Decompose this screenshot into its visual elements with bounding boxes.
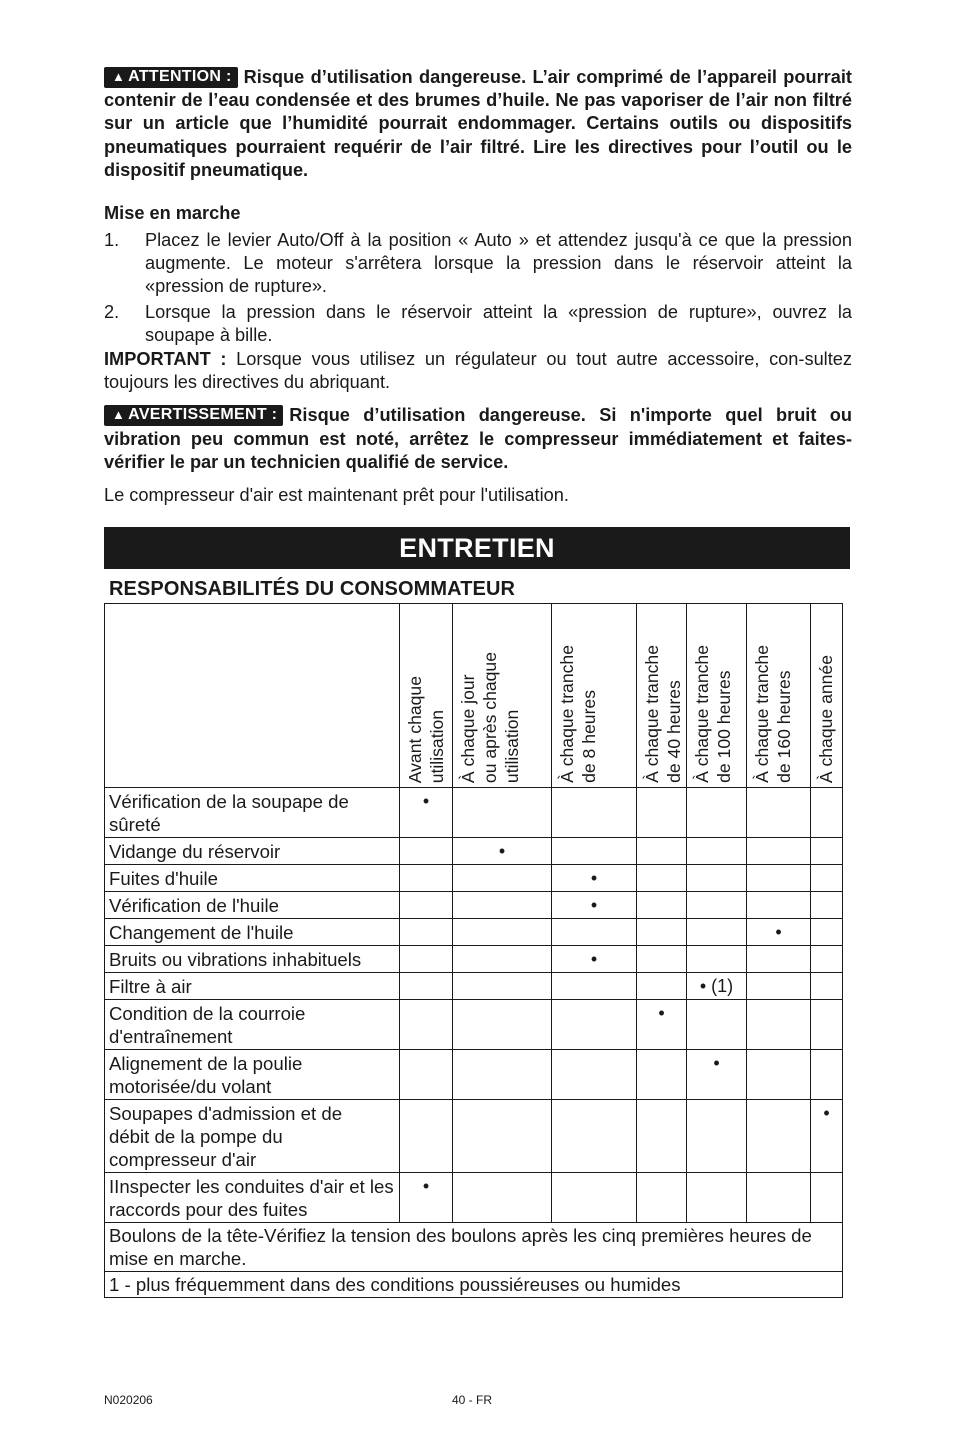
page-content [104, 66, 852, 507]
table-cell [552, 838, 637, 865]
avertissement-badge-label: AVERTISSEMENT : [128, 406, 278, 424]
step-number: 2. [104, 301, 120, 322]
table-cell [747, 838, 811, 865]
table-cell [687, 1000, 747, 1050]
table-cell: • [552, 946, 637, 973]
table-row [105, 1100, 843, 1173]
warning-triangle-icon: ▲ [112, 69, 126, 84]
table-cell [453, 788, 552, 838]
column-header-label: À chaque année [816, 654, 836, 783]
table-cell [811, 865, 843, 892]
table-cell [400, 838, 453, 865]
table-row [105, 946, 843, 973]
table-cell [637, 892, 687, 919]
table-cell [747, 1000, 811, 1050]
table-cell [687, 919, 747, 946]
table-cell [747, 946, 811, 973]
table-cell: • [552, 865, 637, 892]
section-title: ENTRETIEN [104, 527, 850, 569]
table-note-row [105, 1223, 843, 1272]
table-cell [453, 1100, 552, 1173]
table-cell [687, 865, 747, 892]
table-footnote: 1 - plus fréquemment dans des conditions poussiéreuses ou humides [105, 1272, 843, 1298]
table-cell [400, 973, 453, 1000]
table-cell [552, 1000, 637, 1050]
table-cell [637, 838, 687, 865]
attention-badge-label: ATTENTION : [128, 68, 232, 85]
table-header-row [105, 604, 843, 788]
column-header-label: À chaque jour ou après chaque utilisation [458, 651, 522, 783]
row-label: Vérification de la soupape de sûreté [105, 788, 400, 838]
table-cell [747, 788, 811, 838]
header-blank [105, 604, 400, 788]
column-header-label: À chaque tranche de 100 heures [692, 645, 734, 783]
important-label: IMPORTANT : [104, 349, 227, 370]
table-cell [552, 919, 637, 946]
maintenance-table [104, 603, 843, 1298]
table-row [105, 892, 843, 919]
table-cell [552, 788, 637, 838]
table-cell [453, 946, 552, 973]
table-cell [637, 1100, 687, 1173]
attention-text: Risque d’utilisation dangereuse. L’air comprimé de l’appareil pourrait contenir de l’eau condensée et des brumes d’huile. Ne pas vaporiser de l’air non filtré sur un article que l’humidité pourrait endommager. Certains outils ou dispositifs pneumatiques pourraient requérir de l’air filtré. Lire les directives pour l’outil ou le dispositif pneumatique. [104, 67, 852, 180]
table-cell [747, 1100, 811, 1173]
step-text: Placez le levier Auto/Off à la position « Auto » et attendez jusqu'à ce que la pression augmente. Le moteur s'arrêtera lorsque la pression dans le réservoir atteint la «pression de rupture». [145, 230, 852, 297]
table-cell [400, 1100, 453, 1173]
table-cell: • [400, 788, 453, 838]
attention-badge [104, 67, 238, 88]
row-label: Vérification de l'huile [105, 892, 400, 919]
important-text: Lorsque vous utilisez un régulateur ou tout autre accessoire, con-sultez toujours les directives du abriquant. [104, 349, 852, 393]
table-note: Boulons de la tête-Vérifiez la tension des boulons après les cinq premières heures de mise en marche. [105, 1223, 843, 1272]
table-cell [637, 865, 687, 892]
table-cell [400, 865, 453, 892]
table-cell: • (1) [687, 973, 747, 1000]
table-cell: • [552, 892, 637, 919]
row-label: Soupapes d'admission et de débit de la pompe du compresseur d'air [105, 1100, 400, 1173]
table-cell: • [453, 838, 552, 865]
column-header [552, 604, 637, 788]
table-cell [747, 1050, 811, 1100]
table-body [105, 788, 843, 1298]
table-cell [453, 865, 552, 892]
table-cell [453, 919, 552, 946]
column-header-label: À chaque tranche de 40 heures [642, 645, 684, 783]
step-item [104, 229, 852, 299]
table-row [105, 919, 843, 946]
table-cell: • [637, 1000, 687, 1050]
table-row [105, 838, 843, 865]
table-cell [637, 1050, 687, 1100]
table-cell [811, 838, 843, 865]
table-cell [687, 946, 747, 973]
table-cell [687, 838, 747, 865]
table-note-row [105, 1272, 843, 1298]
important-note [104, 348, 852, 394]
startup-steps [104, 229, 852, 347]
table-cell: • [811, 1100, 843, 1173]
table-cell [552, 1100, 637, 1173]
table-cell [811, 892, 843, 919]
table-cell [811, 1000, 843, 1050]
column-header [811, 604, 843, 788]
table-cell: • [687, 1050, 747, 1100]
table-cell [552, 973, 637, 1000]
table-cell [637, 788, 687, 838]
table-cell [400, 919, 453, 946]
table-cell [637, 946, 687, 973]
table-row [105, 865, 843, 892]
table-cell [811, 946, 843, 973]
warning-attention [104, 66, 852, 182]
table-cell [811, 788, 843, 838]
table-cell [687, 1100, 747, 1173]
table-cell [637, 973, 687, 1000]
row-label: Changement de l'huile [105, 919, 400, 946]
ready-text: Le compresseur d'air est maintenant prêt pour l'utilisation. [104, 485, 569, 506]
subsection-title: RESPONSABILITÉS DU CONSOMMATEUR [109, 578, 516, 600]
column-header-label: À chaque tranche de 160 heures [752, 645, 794, 783]
table-cell [747, 892, 811, 919]
table-cell [747, 865, 811, 892]
step-number: 1. [104, 230, 120, 251]
column-header [453, 604, 552, 788]
page-number: 40 - FR [452, 1393, 493, 1407]
table-cell [637, 1173, 687, 1223]
table-cell [747, 973, 811, 1000]
row-label: IInspecter les conduites d'air et les raccords pour des fuites [105, 1173, 400, 1223]
table-cell [811, 1173, 843, 1223]
table-cell [400, 892, 453, 919]
avertissement-text: Risque d’utilisation dangereuse. Si n'importe quel bruit ou vibration peu commun est noté, arrêtez le compresseur immédiatement et faites-vérifier le par un technicien qualifié de service. [104, 405, 852, 472]
table-row [105, 1050, 843, 1100]
startup-title: Mise en marche [104, 203, 241, 224]
column-header-label: À chaque tranche de 8 heures [557, 645, 599, 783]
table-cell [453, 1050, 552, 1100]
table-cell [453, 1000, 552, 1050]
document-code: N020206 [104, 1393, 153, 1407]
table-cell [747, 1173, 811, 1223]
step-item [104, 301, 852, 347]
table-cell: • [747, 919, 811, 946]
warning-triangle-icon: ▲ [112, 407, 126, 423]
column-header [400, 604, 453, 788]
table-cell [453, 892, 552, 919]
row-label: Bruits ou vibrations inhabituels [105, 946, 400, 973]
table-cell [687, 788, 747, 838]
table-cell [637, 919, 687, 946]
row-label: Filtre à air [105, 973, 400, 1000]
step-text: Lorsque la pression dans le réservoir atteint la «pression de rupture», ouvrez la soupape à bille. [145, 301, 852, 345]
table-cell [811, 919, 843, 946]
table-cell [552, 1050, 637, 1100]
table-row [105, 973, 843, 1000]
column-header [687, 604, 747, 788]
table-cell [400, 1050, 453, 1100]
avertissement-badge [104, 405, 283, 426]
table-row [105, 1000, 843, 1050]
table-cell [687, 892, 747, 919]
column-header [637, 604, 687, 788]
table-cell [811, 973, 843, 1000]
row-label: Fuites d'huile [105, 865, 400, 892]
row-label: Alignement de la poulie motorisée/du volant [105, 1050, 400, 1100]
table-cell [453, 973, 552, 1000]
row-label: Vidange du réservoir [105, 838, 400, 865]
table-cell [811, 1050, 843, 1100]
table-cell [400, 1000, 453, 1050]
table-cell [400, 946, 453, 973]
row-label: Condition de la courroie d'entraînement [105, 1000, 400, 1050]
column-header-label: Avant chaque utilisation [405, 675, 447, 783]
warning-avertissement [104, 404, 852, 474]
table-cell: • [400, 1173, 453, 1223]
column-header [747, 604, 811, 788]
table-cell [552, 1173, 637, 1223]
table-row [105, 1173, 843, 1223]
table-cell [453, 1173, 552, 1223]
table-cell [687, 1173, 747, 1223]
table-row [105, 788, 843, 838]
